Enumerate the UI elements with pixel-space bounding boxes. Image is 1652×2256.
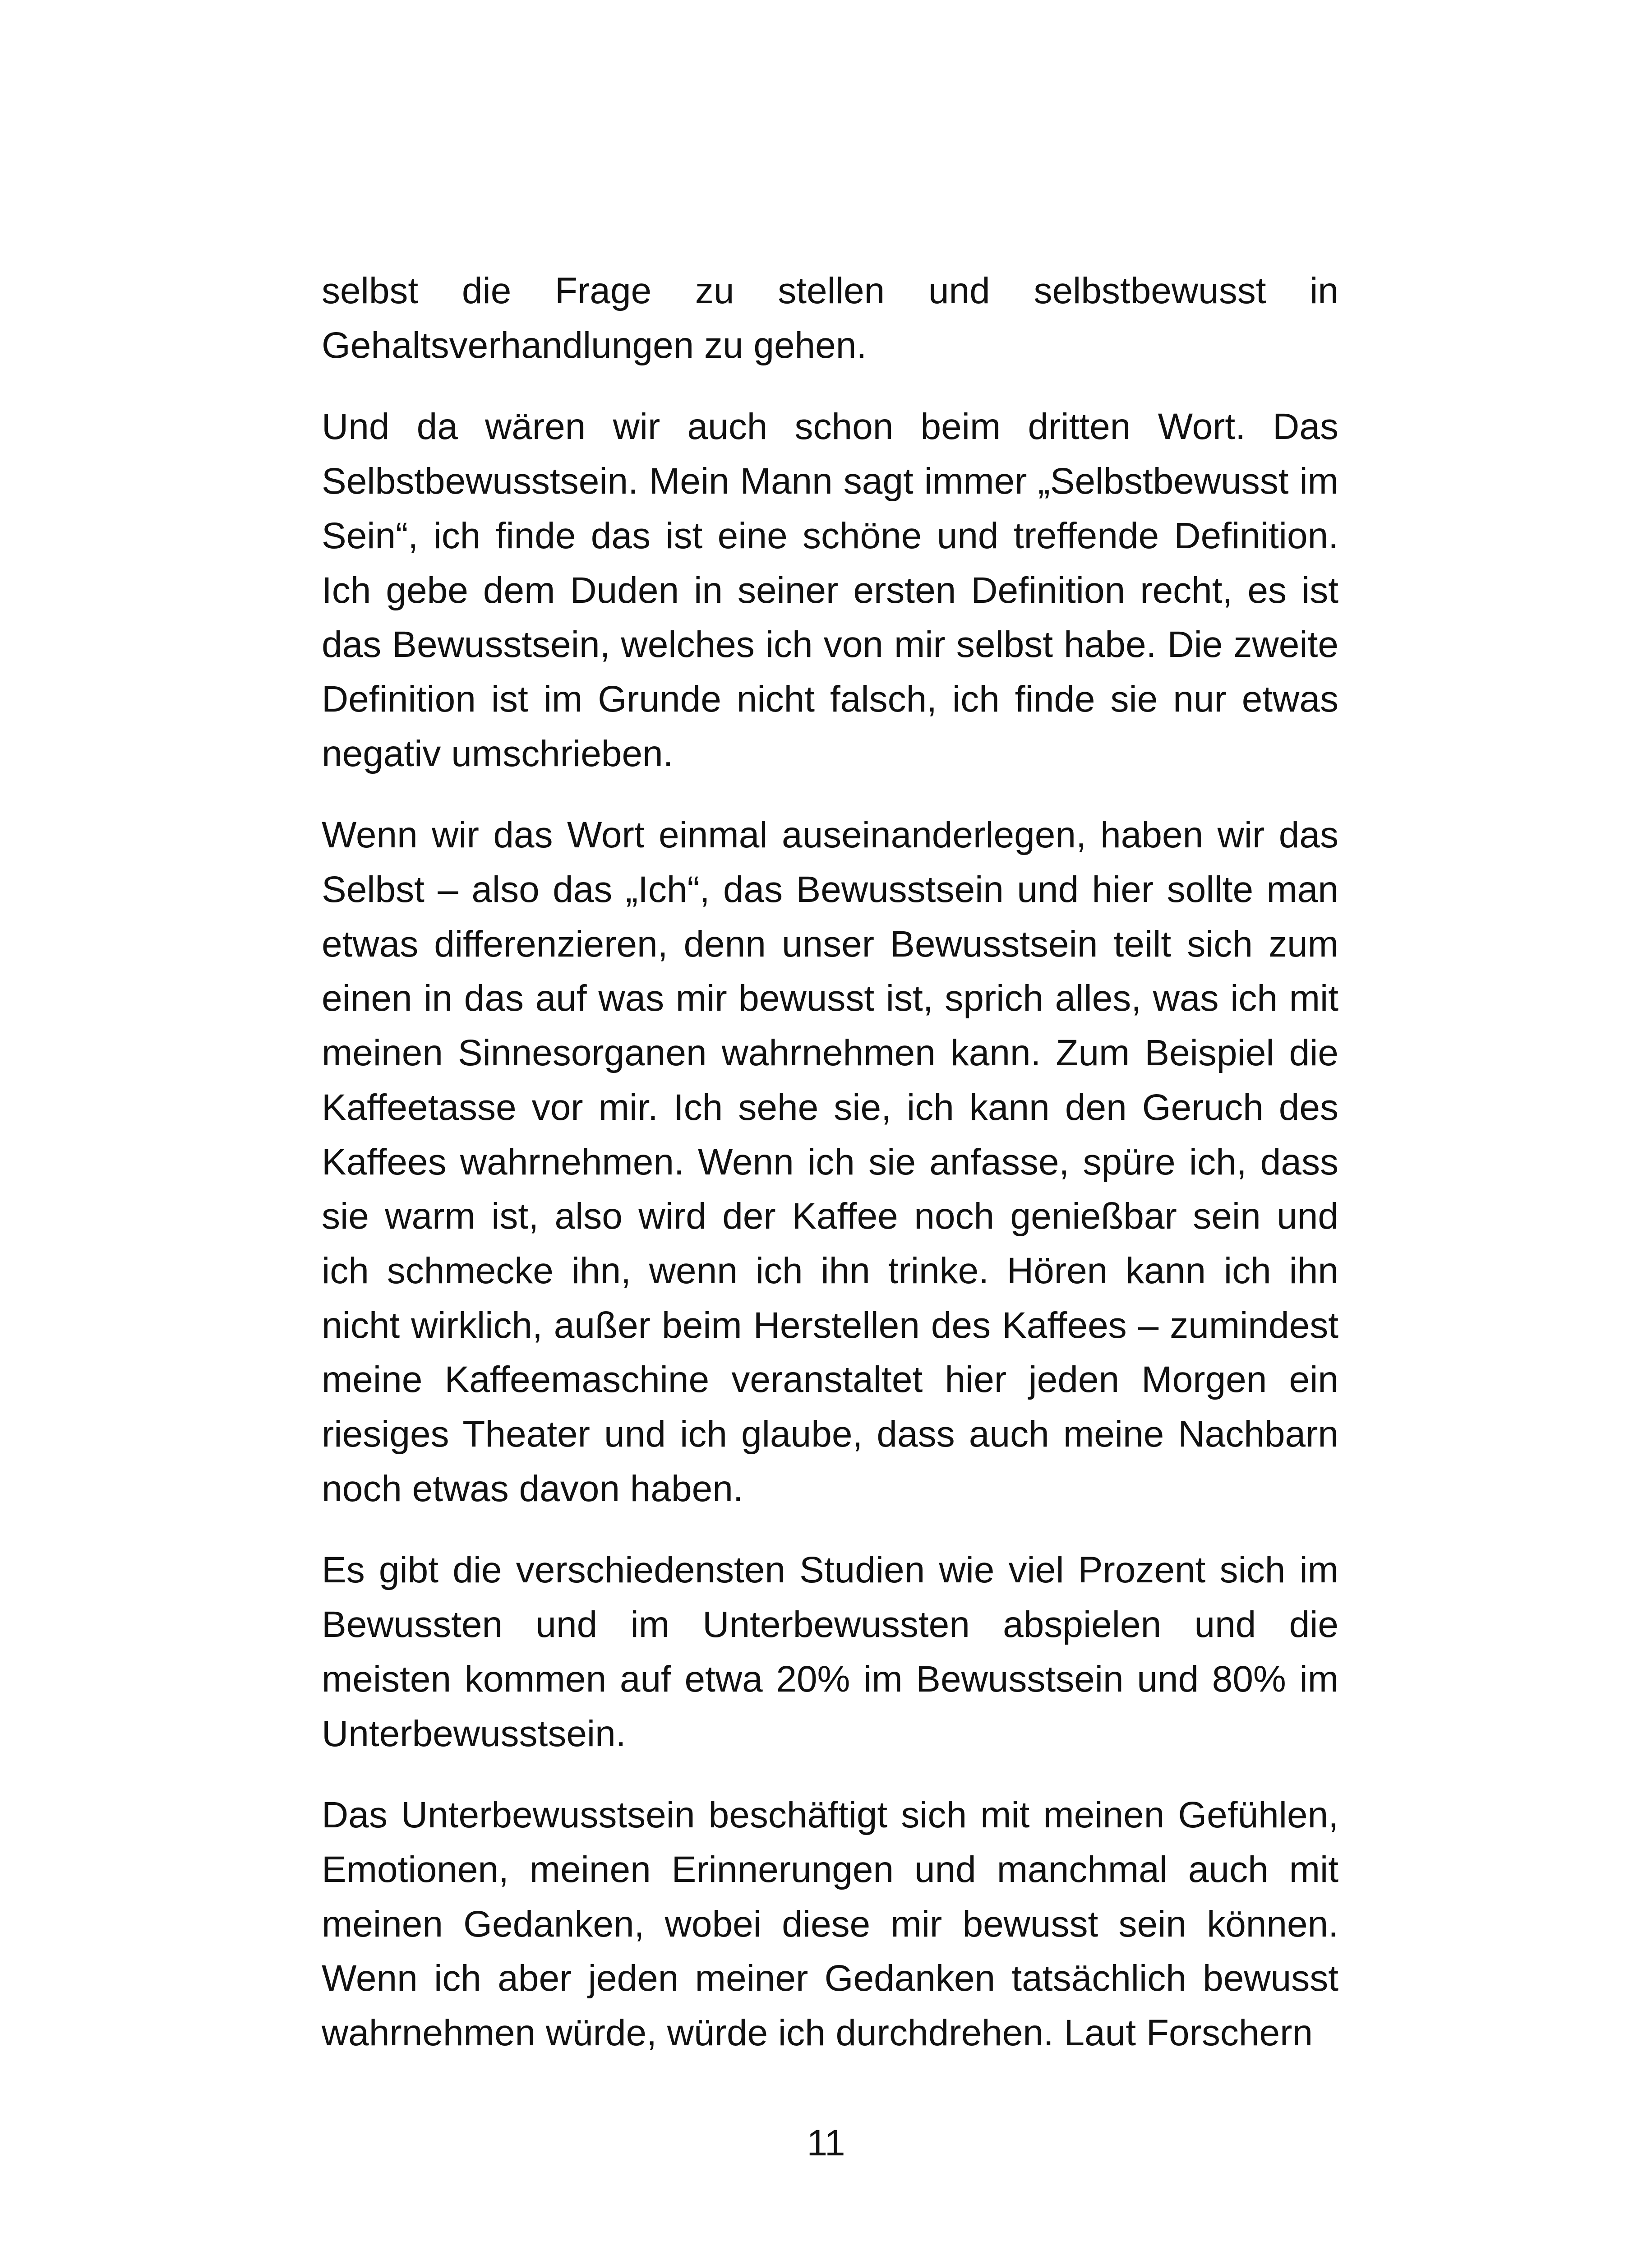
body-text <box>322 264 1338 2088</box>
page-number: 11 <box>807 2122 845 2164</box>
paragraph-3: Wenn wir das Wort einmal auseinanderlegen, haben wir das Selbst – also das „Ich“, das Bewusstsein und hier sollte man etwas differenzieren, denn unser Bewusstsein teilt sich zum einen in das auf was mir bewusst ist, sprich alles, was ich mit meinen Sinnesorganen wahrnehmen kann. Zum Beispiel die Kaffeetasse vor mir. Ich sehe sie, ich kann den Geruch des Kaffees wahrnehmen. Wenn ich sie anfasse, spüre ich, dass sie warm ist, also wird der Kaffee noch genießbar sein und ich schmecke ihn, wenn ich ihn trinke. Hören kann ich ihn nicht wirklich, außer beim Herstellen des Kaffees – zumindest meine Kaffeemaschine veranstaltet hier jeden Morgen ein riesiges Theater und ich glaube, dass auch meine Nachbarn noch etwas davon haben. <box>322 814 1338 1509</box>
paragraph-4: Es gibt die verschiedensten Studien wie viel Prozent sich im Bewussten und im Unterbewussten abspielen und die meisten kommen auf etwa 20% im Bewusstsein und 80% im Unterbewusstsein. <box>322 1549 1338 1754</box>
paragraph-2: Und da wären wir auch schon beim dritten Wort. Das Selbstbewusstsein. Mein Mann sagt immer „Selbstbewusst im Sein“, ich finde das ist eine schöne und treffende Definition. Ich gebe dem Duden in seiner ersten Definition recht, es ist das Bewusstsein, welches ich von mir selbst habe. Die zweite Definition ist im Grunde nicht falsch, ich finde sie nur etwas negativ umschrieben. <box>322 406 1338 774</box>
paragraph-5: Das Unterbewusstsein beschäftigt sich mit meinen Gefühlen, Emotionen, meinen Erinnerungen und manchmal auch mit meinen Gedanken, wobei diese mir bewusst sein können. Wenn ich aber jeden meiner Gedanken tatsächlich bewusst wahrnehmen würde, würde ich durchdrehen. Laut Forschern <box>322 1794 1338 2054</box>
paragraph-1: selbst die Frage zu stellen und selbstbewusst in Gehaltsverhandlungen zu gehen. <box>322 270 1338 366</box>
